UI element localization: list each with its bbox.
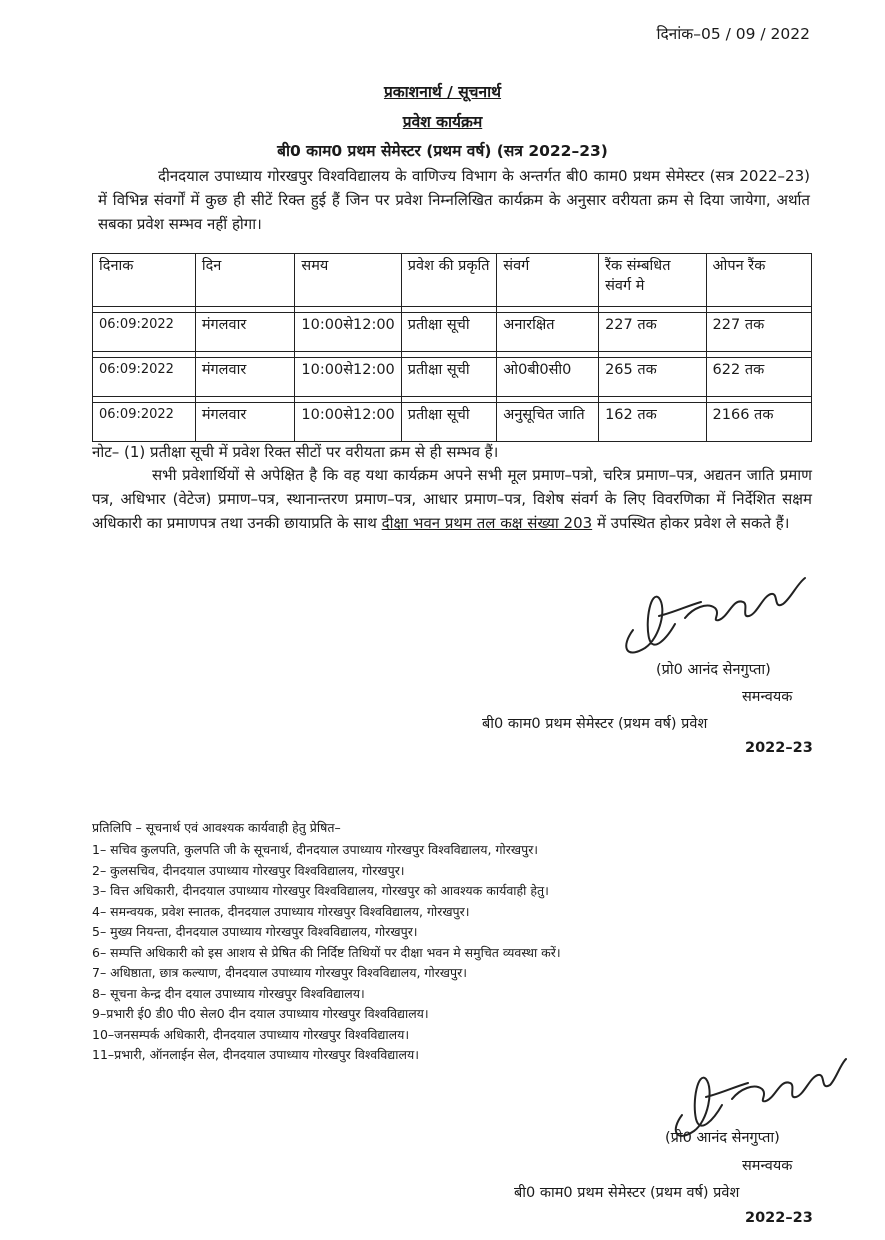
list-item: 6– सम्पत्ति अधिकारी को इस आशय से प्रेषित की निर्दिष्ट तिथियों पर दीक्षा भवन मे समुचित व्यवस्था करें। [92, 944, 561, 960]
table-cell: 06:09:2022 [93, 313, 196, 352]
signatory-year: 2022–23 [745, 1210, 813, 1226]
header-cell: ओपन रैंक [706, 254, 811, 307]
table-cell: प्रतीक्षा सूची [401, 403, 497, 442]
document-date: दिनांक–05 / 09 / 2022 [656, 25, 810, 43]
list-item: 10–जनसम्पर्क अधिकारी, दीनदयाल उपाध्याय गोरखपुर विश्वविद्यालय। [92, 1026, 410, 1042]
list-item: 3– वित्त अधिकारी, दीनदयाल उपाध्याय गोरखपुर विश्वविद्यालय, गोरखपुर को आवश्यक कार्यवाही हेतु। [92, 883, 549, 898]
table-cell: मंगलवार [195, 313, 295, 352]
table-cell: प्रतीक्षा सूची [401, 358, 497, 397]
list-item: 1– सचिव कुलपति, कुलपति जी के सूचनार्थ, दीनदयाल उपाध्याय गोरखपुर विश्वविद्यालय, गोरखपुर। [92, 842, 539, 857]
intro-paragraph [98, 164, 810, 236]
admission-schedule-table [92, 253, 812, 442]
heading-publication: प्रकाशनार्थ / सूचनार्थ [383, 83, 502, 101]
signature-autograph [615, 568, 815, 668]
cc-list [92, 840, 742, 1066]
table-cell: 162 तक [599, 403, 706, 442]
header-cell: दिन [195, 254, 295, 307]
list-item: 7– अधिष्ठाता, छात्र कल्याण, दीनदयाल उपाध्याय गोरखपुर विश्वविद्यालय, गोरखपुर। [92, 965, 467, 980]
signatory-designation: समन्वयक [742, 689, 793, 705]
table-row [93, 403, 812, 442]
heading-admission-program: प्रवेश कार्यक्रम [402, 113, 483, 131]
table-header-row [93, 254, 812, 307]
venue-room: दीक्षा भवन प्रथम तल कक्ष संख्या 203 [381, 514, 593, 532]
table-cell: 10:00से12:00 [295, 313, 401, 352]
table-cell: 06:09:2022 [93, 358, 196, 397]
table-cell: ओ0बी0सी0 [497, 358, 599, 397]
table-cell: 265 तक [599, 358, 706, 397]
table-row [93, 313, 812, 352]
table-cell: 06:09:2022 [93, 403, 196, 442]
table-cell: अनारक्षित [497, 313, 599, 352]
cc-title: प्रतिलिपि – सूचनार्थ एवं आवश्यक कार्यवाही हेतु प्रेषित– [92, 820, 341, 835]
table-cell: 2166 तक [706, 403, 811, 442]
list-item: 8– सूचना केन्द्र दीन दयाल उपाध्याय गोरखपुर विश्वविद्यालय। [92, 985, 365, 1001]
table-cell: मंगलवार [195, 358, 295, 397]
note-paragraph-2 [92, 463, 812, 535]
list-item: 5– मुख्य नियन्ता, दीनदयाल उपाध्याय गोरखपुर विश्वविद्यालय, गोरखपुर। [92, 924, 418, 939]
table-cell: 227 तक [706, 313, 811, 352]
signatory-year: 2022–23 [745, 740, 813, 756]
header-cell: दिनाक [93, 254, 196, 307]
header-cell: समय [295, 254, 401, 307]
note-2-text: सभी प्रवेशार्थियों से अपेक्षित है कि वह यथा कार्यक्रम अपने सभी मूल प्रमाण–पत्रो, चरित्र प्रमाण–पत्र, अद्यतन जाति प्रमाण पत्र, अधिभार (वेटेज) प्रमाण–पत्र, स्थानान्तरण प्रमाण–पत्र, आधार प्रमाण–पत्र, विशेष संवर्ग के लिए विवरणिका में निर्देशित सक्षम अधिकारी का प्रमाणपत्र तथा उनकी छायाप्रति के साथ [92, 466, 812, 532]
table-cell: 10:00से12:00 [295, 403, 401, 442]
heading-course-session: बी0 काम0 प्रथम सेमेस्टर (प्रथम वर्ष) (सत्र 2022–23) [277, 142, 608, 160]
signatory-program: बी0 काम0 प्रथम सेमेस्टर (प्रथम वर्ष) प्रवेश [482, 716, 708, 732]
list-item: 11–प्रभारी, ऑनलाईन सेल, दीनदयाल उपाध्याय गोरखपुर विश्वविद्यालय। [92, 1047, 419, 1062]
list-item: 2– कुलसचिव, दीनदयाल उपाध्याय गोरखपुर विश्वविद्यालय, गोरखपुर। [92, 862, 405, 878]
signatory-name: (प्रो0 आनंद सेनगुप्ता) [665, 1130, 780, 1146]
table-cell: 622 तक [706, 358, 811, 397]
list-item: 4– समन्वयक, प्रवेश स्नातक, दीनदयाल उपाध्याय गोरखपुर विश्वविद्यालय, गोरखपुर। [92, 903, 470, 919]
intro-text: दीनदयाल उपाध्याय गोरखपुर विश्वविद्यालय के वाणिज्य विभाग के अन्तर्गत बी0 काम0 प्रथम सेमेस्टर (सत्र 2022–23) में विभिन्न संवर्गों में कुछ ही सीटें रिक्त हुई हैं जिन पर प्रवेश निम्नलिखित कार्यक्रम के अनुसार वरीयता क्रम से दिया जायेगा, अर्थात सबका प्रवेश सम्भव नहीं होगा। [98, 167, 810, 233]
header-cell: संवर्ग [497, 254, 599, 307]
note-2-end: में उपस्थित होकर प्रवेश ले सकते हैं। [596, 514, 790, 532]
header-cell: रैंक संम्बधित संवर्ग मे [599, 254, 706, 307]
signatory-name: (प्रो0 आनंद सेनगुप्ता) [656, 662, 771, 678]
table-cell: 227 तक [599, 313, 706, 352]
note-line-1: नोट– (1) प्रतीक्षा सूची में प्रवेश रिक्त सीटों पर वरीयता क्रम से ही सम्भव हैं। [92, 443, 499, 461]
table-cell: 10:00से12:00 [295, 358, 401, 397]
list-item: 9–प्रभारी ई0 डी0 पी0 सेल0 दीन दयाल उपाध्याय गोरखपुर विश्वविद्यालय। [92, 1006, 429, 1021]
table-row [93, 358, 812, 397]
header-cell: प्रवेश की प्रकृति [401, 254, 497, 307]
signatory-designation: समन्वयक [742, 1158, 793, 1174]
table-cell: मंगलवार [195, 403, 295, 442]
table-cell: अनुसूचित जाति [497, 403, 599, 442]
table-cell: प्रतीक्षा सूची [401, 313, 497, 352]
signatory-program: बी0 काम0 प्रथम सेमेस्टर (प्रथम वर्ष) प्रवेश [514, 1185, 740, 1201]
